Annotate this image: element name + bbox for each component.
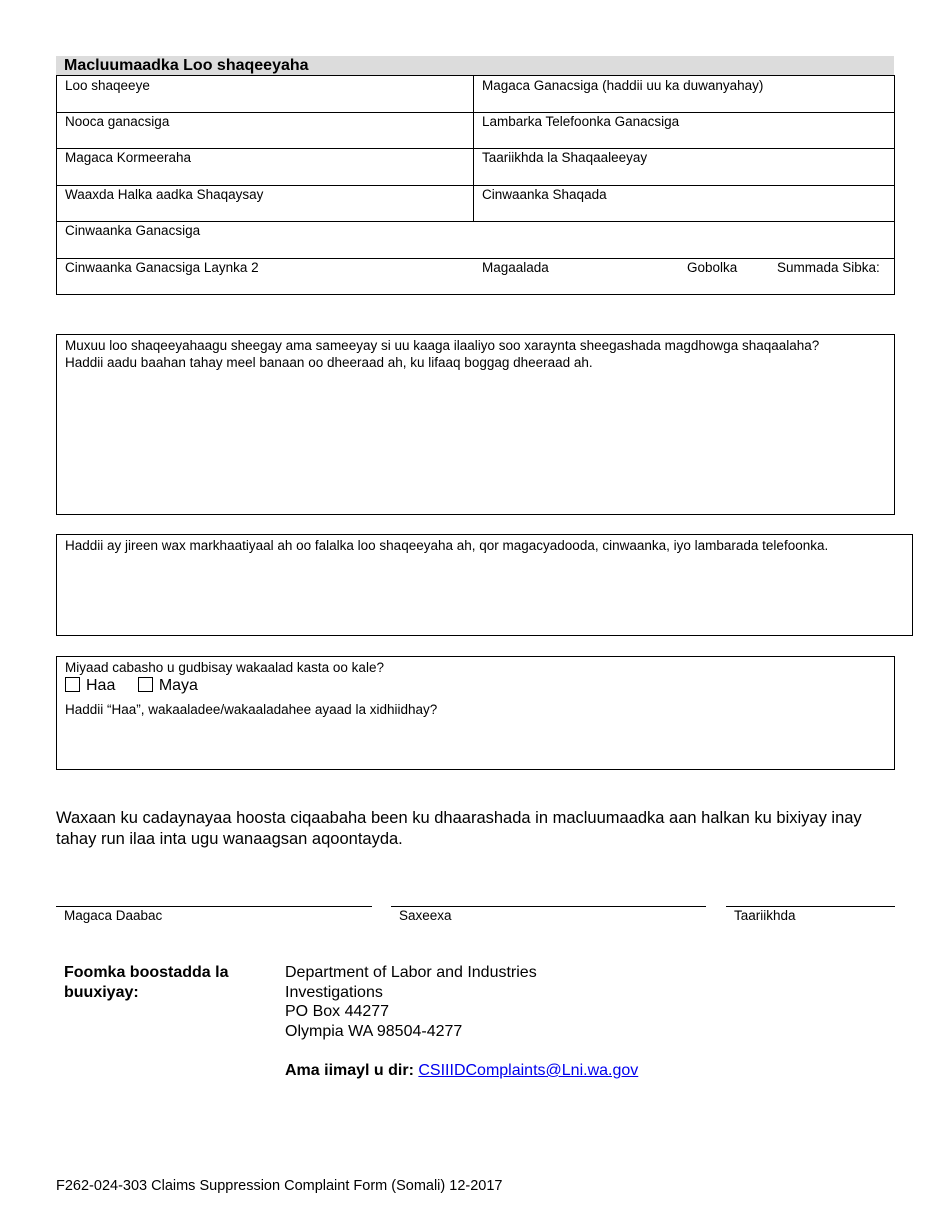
table-divider <box>57 112 894 113</box>
witnesses-textarea[interactable] <box>56 534 913 636</box>
business-phone-field[interactable]: Lambarka Telefoonka Ganacsiga <box>482 114 680 129</box>
table-divider <box>57 148 894 149</box>
printed-name-line[interactable] <box>56 906 372 907</box>
mail-to-label: Foomka boostadda la buuxiyay: <box>64 964 229 1001</box>
address-line: PO Box 44277 <box>285 1003 390 1020</box>
yes-checkbox[interactable] <box>65 677 80 692</box>
question-actions: Muxuu loo shaqeeyahaagu sheegay ama sameeyay si uu kaaga ilaaliyo soo xaraynta sheegashada magdhowga shaqaalaha? <box>65 338 820 353</box>
state-field[interactable]: Gobolka <box>687 260 738 275</box>
email-link[interactable]: CSIIIDComplaints@Lni.wa.gov <box>418 1062 639 1079</box>
hire-date-field[interactable]: Taariikhda la Shaqaaleeyay <box>482 150 648 165</box>
actions-textarea[interactable] <box>56 334 895 515</box>
table-column-divider <box>473 76 474 222</box>
other-agency-box <box>56 656 895 770</box>
section-title: Macluumaadka Loo shaqeeyaha <box>56 56 894 75</box>
employer-info-table <box>56 75 895 295</box>
supervisor-name-field[interactable]: Magaca Kormeeraha <box>65 150 192 165</box>
business-type-field[interactable]: Nooca ganacsiga <box>65 114 170 129</box>
business-address-field[interactable]: Cinwaanka Ganacsiga <box>65 223 201 238</box>
city-field[interactable]: Magaalada <box>482 260 549 275</box>
form-footer: F262-024-303 Claims Suppression Complaint Form (Somali) 12-2017 <box>56 1178 503 1194</box>
business-name-field[interactable]: Magaca Ganacsiga (haddii uu ka duwanyahay) <box>482 78 764 93</box>
zip-field[interactable]: Summada Sibka: <box>777 260 880 275</box>
address-line: Olympia WA 98504-4277 <box>285 1023 463 1040</box>
address-line: Department of Labor and Industries <box>285 964 537 981</box>
job-title-field[interactable]: Waaxda Halka aadka Shaqaysay <box>65 187 264 202</box>
signature-label: Saxeexa <box>399 908 452 923</box>
address-line: Investigations <box>285 984 383 1001</box>
table-divider <box>57 185 894 186</box>
email-row <box>285 1061 638 1081</box>
date-label: Taariikhda <box>734 908 796 923</box>
yes-label: Haa <box>86 677 116 694</box>
business-address-line2-field[interactable]: Cinwaanka Ganacsiga Laynka 2 <box>65 260 259 275</box>
question-actions-note: Haddii aadu baahan tahay meel banaan oo dheeraad ah, ku lifaaq boggag dheeraad ah. <box>65 355 593 370</box>
question-agency-followup: Haddii “Haa”, wakaaladee/wakaaladahee ayaad la xidhiidhay? <box>65 702 438 717</box>
question-other-agency: Miyaad cabasho u gudbisay wakaalad kasta oo kale? <box>65 660 384 675</box>
job-address-field[interactable]: Cinwaanka Shaqada <box>482 187 607 202</box>
date-line[interactable] <box>726 906 895 907</box>
signature-line[interactable] <box>391 906 706 907</box>
printed-name-label: Magaca Daabac <box>64 908 163 923</box>
question-witnesses: Haddii ay jireen wax markhaatiyaal ah oo falalka loo shaqeeyaha ah, qor magacyadooda, cinwaanka, iyo lambarada telefoonka. <box>65 538 829 553</box>
employer-field[interactable]: Loo shaqeeye <box>65 78 150 93</box>
declaration-text: Waxaan ku cadaynayaa hoosta ciqaabaha been ku dhaarashada in macluumaadka aan halkan ku bixiyay inay tahay run ilaa inta ugu wanaagsan aqoontayda. <box>56 809 862 848</box>
no-label: Maya <box>158 677 198 694</box>
table-divider <box>57 258 894 259</box>
no-checkbox[interactable] <box>138 677 153 692</box>
email-label: Ama iimayl u dir: <box>285 1062 414 1079</box>
table-divider <box>57 221 894 222</box>
